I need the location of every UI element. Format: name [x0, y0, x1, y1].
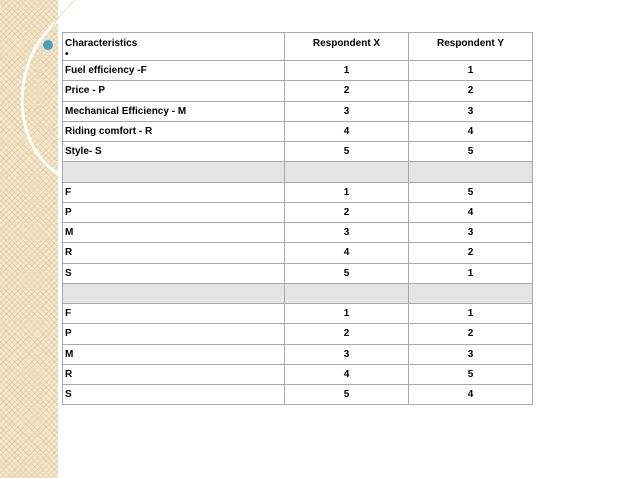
row-label: Style- S	[63, 142, 285, 162]
row-label: M	[63, 344, 285, 364]
table-row	[63, 81, 533, 101]
row-label: P	[63, 202, 285, 222]
cell-respondent-x: 2	[285, 324, 409, 344]
row-label: Price - P	[63, 81, 285, 101]
header-characteristics-label: Characteristics	[65, 38, 138, 49]
cell-respondent-y: 3	[409, 344, 533, 364]
table-row	[63, 121, 533, 141]
table-header-row	[63, 33, 533, 61]
row-label: S	[63, 385, 285, 405]
cell-respondent-y: 5	[409, 364, 533, 384]
table-row	[63, 101, 533, 121]
row-label: F	[63, 182, 285, 202]
cell-respondent-x: 1	[285, 182, 409, 202]
header-respondent-x: Respondent X	[285, 33, 409, 61]
cell-respondent-y: 2	[409, 243, 533, 263]
cell-respondent-y: 4	[409, 385, 533, 405]
table-row	[63, 142, 533, 162]
cell-respondent-y: 1	[409, 304, 533, 324]
table-row	[63, 364, 533, 384]
row-label: Mechanical Efficiency - M	[63, 101, 285, 121]
cell-respondent-y: 5	[409, 182, 533, 202]
cell-respondent-y: 1	[409, 61, 533, 81]
header-characteristics	[63, 33, 285, 61]
table-row	[63, 202, 533, 222]
separator-row	[63, 283, 533, 303]
separator-row	[63, 162, 533, 182]
table-row	[63, 385, 533, 405]
cell-respondent-x: 5	[285, 142, 409, 162]
row-label: R	[63, 364, 285, 384]
cell-respondent-y: 2	[409, 324, 533, 344]
table-row	[63, 223, 533, 243]
table-row	[63, 324, 533, 344]
table-row	[63, 344, 533, 364]
table-row	[63, 304, 533, 324]
cell-respondent-x: 3	[285, 344, 409, 364]
cell-respondent-x: 4	[285, 364, 409, 384]
cell-respondent-x: 4	[285, 243, 409, 263]
bullet-dot	[43, 40, 53, 50]
cell-respondent-x: 3	[285, 223, 409, 243]
table-row	[63, 182, 533, 202]
cell-respondent-x: 5	[285, 385, 409, 405]
cell-respondent-x: 5	[285, 263, 409, 283]
cell-respondent-x: 3	[285, 101, 409, 121]
cell-respondent-x: 4	[285, 121, 409, 141]
cell-respondent-y: 3	[409, 223, 533, 243]
cell-respondent-x: 2	[285, 202, 409, 222]
row-label: Riding comfort - R	[63, 121, 285, 141]
cell-respondent-x: 2	[285, 81, 409, 101]
cell-respondent-y: 5	[409, 142, 533, 162]
cell-respondent-y: 1	[409, 263, 533, 283]
cell-respondent-y: 4	[409, 121, 533, 141]
row-label: S	[63, 263, 285, 283]
header-respondent-y: Respondent Y	[409, 33, 533, 61]
cell-respondent-y: 2	[409, 81, 533, 101]
row-label: M	[63, 223, 285, 243]
cell-respondent-x: 1	[285, 304, 409, 324]
header-bullet-mark: •	[65, 49, 69, 60]
row-label: Fuel efficiency -F	[63, 61, 285, 81]
table-row	[63, 61, 533, 81]
row-label: P	[63, 324, 285, 344]
table-row	[63, 243, 533, 263]
row-label: F	[63, 304, 285, 324]
cell-respondent-x: 1	[285, 61, 409, 81]
cell-respondent-y: 3	[409, 101, 533, 121]
cell-respondent-y: 4	[409, 202, 533, 222]
ranking-table	[62, 32, 533, 405]
row-label: R	[63, 243, 285, 263]
table-row	[63, 263, 533, 283]
